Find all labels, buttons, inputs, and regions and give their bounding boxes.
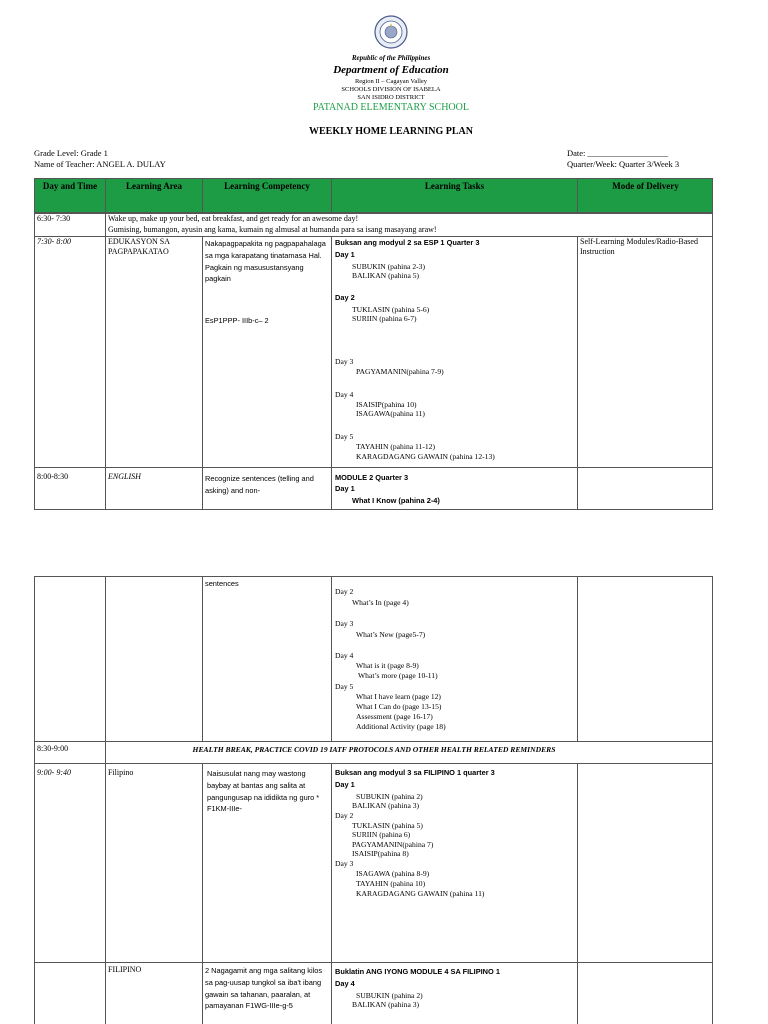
task-day: Day 2 <box>335 587 354 596</box>
task-line: Additional Activity (page 18) <box>356 722 446 731</box>
col-header-learning-tasks: Learning Tasks <box>424 181 485 191</box>
grade-level: Grade Level: Grade 1 <box>34 148 108 158</box>
table-header-row <box>35 179 713 213</box>
task-line: What’s New (page5-7) <box>356 630 426 639</box>
task-line: What I have learn (page 12) <box>356 692 441 701</box>
col-header-day-time: Day and Time <box>42 181 98 191</box>
col-header-learning-area: Learning Area <box>125 181 183 191</box>
competency-cell: Recognize sentences (telling and asking) and non- <box>205 474 314 495</box>
column-divider <box>331 577 332 742</box>
task-line: What I Know (pahina 2-4) <box>352 496 440 505</box>
column-divider <box>577 577 578 742</box>
quarter-week: Quarter/Week: Quarter 3/Week 3 <box>567 159 680 169</box>
column-divider <box>577 237 578 510</box>
division-line: SCHOOLS DIVISION OF ISABELA <box>341 86 441 93</box>
time-cell: 8:30-9:00 <box>37 744 69 753</box>
column-divider <box>577 179 578 213</box>
region-line: Region II – Cagayan Valley <box>354 78 428 85</box>
competency-cell: sentences <box>205 579 239 588</box>
district-line: SAN ISIDRO DISTRICT <box>357 94 425 101</box>
task-day: Day 1 <box>335 250 355 259</box>
task-line: What is it (page 8-9) <box>356 661 419 670</box>
table-row <box>35 764 713 963</box>
task-line: ISAISIP(pahina 10) <box>356 400 417 409</box>
task-day: Day 3 <box>335 357 354 366</box>
table-row <box>35 237 713 468</box>
task-day: Day 1 <box>335 780 355 789</box>
task-line: KARAGDAGANG GAWAIN (pahina 11) <box>356 889 485 898</box>
task-line: BALIKAN (pahina 3) <box>352 1000 420 1009</box>
competency-code: EsP1PPP- IIIb-c– 2 <box>205 316 269 325</box>
task-line: Buksan ang modyul 2 sa ESP 1 Quarter 3 <box>335 238 480 247</box>
task-line: Buklatin ANG IYONG MODULE 4 SA FILIPINO 1 <box>335 967 500 976</box>
time-cell: 6:30- 7:30 <box>37 214 71 223</box>
table-row <box>35 468 713 510</box>
col-header-mode-of-delivery: Mode of Delivery <box>612 181 679 191</box>
task-line: TAYAHIN (pahina 11-12) <box>356 442 435 451</box>
competency-cell: Nakapagpapakita ng pagpapahalaga sa mga karapatang tinatamasa Hal. Pagkain ng masusustansyang pagkain <box>205 239 326 284</box>
deped-seal-icon <box>374 15 408 49</box>
wakeup-text-en: Wake up, make up your bed, eat breakfast, and get ready for an awesome day! <box>108 214 359 223</box>
column-divider <box>105 179 106 510</box>
learning-plan-table-2 <box>34 576 713 1024</box>
task-day: Day 4 <box>335 651 354 660</box>
table-right-border <box>712 179 713 510</box>
task-day: Day 3 <box>335 619 354 628</box>
task-line: PAGYAMANIN(pahina 7-9) <box>356 367 444 376</box>
time-cell: 7:30- 8:00 <box>37 237 71 246</box>
teacher-name: Name of Teacher: ANGEL A. DULAY <box>34 159 166 169</box>
task-line: SUBUKIN (pahina 2) <box>356 792 423 801</box>
task-line: What I Can do (page 13-15) <box>356 702 442 711</box>
task-line: SUBUKIN (pahina 2-3) <box>352 262 425 271</box>
task-line: BALIKAN (pahina 5) <box>352 271 420 280</box>
time-cell: 9:00- 9:40 <box>37 768 71 777</box>
column-divider <box>202 764 203 1024</box>
info-right <box>567 148 679 170</box>
column-divider <box>331 179 332 213</box>
task-day: Day 4 <box>335 979 355 988</box>
competency-cell: Naisusulat nang may wastong baybay at bantas ang salita at pangungusap na ididikta ng guro * F1KM-IIIe- <box>207 769 320 814</box>
department-name: Department of Education <box>333 64 449 76</box>
column-divider <box>202 237 203 510</box>
task-day: Day 5 <box>335 682 354 691</box>
task-line: TUKLASIN (pahina 5) <box>352 821 423 830</box>
date-field: Date: ___________________ <box>567 148 669 158</box>
table-row <box>35 214 713 237</box>
task-line: SURIIN (pahina 6) <box>352 830 411 839</box>
learning-area-cell: FILIPINO <box>108 965 142 974</box>
health-break-text: HEALTH BREAK, PRACTICE COVID 19 IATF PROTOCOLS AND OTHER HEALTH RELATED REMINDERS <box>192 745 556 754</box>
task-day: Day 3 <box>335 859 354 868</box>
column-divider <box>577 764 578 1024</box>
column-divider <box>202 577 203 742</box>
competency-cell: 2 Nagagamit ang mga salitang kilos sa pag-uusap tungkol sa iba't ibang gawain sa tahanan, paaralan, at pamayanan F1WG-IIIe-g-5 <box>205 966 323 1011</box>
task-line: ISAGAWA (pahina 8-9) <box>356 869 430 878</box>
task-day: Day 1 <box>335 484 355 493</box>
info-left <box>34 148 166 170</box>
column-divider <box>331 237 332 510</box>
column-divider <box>331 764 332 1024</box>
health-break-row <box>35 742 713 764</box>
task-line: ISAGAWA(pahina 11) <box>356 409 425 418</box>
task-line: BALIKAN (pahina 3) <box>352 801 420 810</box>
task-line: Assessment (page 16-17) <box>356 712 433 721</box>
task-line: What’s more (page 10-11) <box>358 671 438 680</box>
task-line: TAYAHIN (pahina 10) <box>356 879 426 888</box>
column-divider <box>202 179 203 213</box>
task-day: Day 2 <box>335 811 354 820</box>
task-line: KARAGDAGANG GAWAIN (pahina 12-13) <box>356 452 495 461</box>
republic-line: Republic of the Philippines <box>351 54 431 62</box>
table-row <box>35 963 713 1024</box>
task-line: MODULE 2 Quarter 3 <box>335 473 409 482</box>
column-divider <box>105 577 106 1024</box>
learning-area-cell: Filipino <box>108 768 134 777</box>
page-title: WEEKLY HOME LEARNING PLAN <box>308 126 473 137</box>
time-cell: 8:00-8:30 <box>37 472 69 481</box>
wakeup-text-fil: Gumising, bumangon, ayusin ang kama, kumain ng almusal at humanda para sa isang masayang araw! <box>108 225 437 234</box>
learning-area-cell: ENGLISH <box>108 472 141 481</box>
learning-area-cell: EDUKASYON SA PAGPAPAKATAO <box>108 237 170 256</box>
task-day: Day 5 <box>335 432 354 441</box>
task-day: Day 4 <box>335 390 354 399</box>
col-header-learning-competency: Learning Competency <box>224 181 310 191</box>
task-line: Buksan ang modyul 3 sa FILIPINO 1 quarter 3 <box>335 768 495 777</box>
task-line: What’s In (page 4) <box>352 598 409 607</box>
task-day: Day 2 <box>335 293 355 302</box>
task-line: TUKLASIN (pahina 5-6) <box>352 305 430 314</box>
table-right-border <box>712 577 713 1024</box>
table-row <box>35 577 713 742</box>
task-line: SURIIN (pahina 6-7) <box>352 314 417 323</box>
task-line: PAGYAMANIN(pahina 7) <box>352 840 434 849</box>
school-name: PATANAD ELEMENTARY SCHOOL <box>312 102 469 113</box>
task-line: SUBUKIN (pahina 2) <box>356 991 423 1000</box>
mode-of-delivery-cell: Self-Learning Modules/Radio-Based Instruction <box>580 237 698 256</box>
task-line: ISAISIP(pahina 8) <box>352 849 409 858</box>
learning-plan-table-1 <box>34 178 713 510</box>
